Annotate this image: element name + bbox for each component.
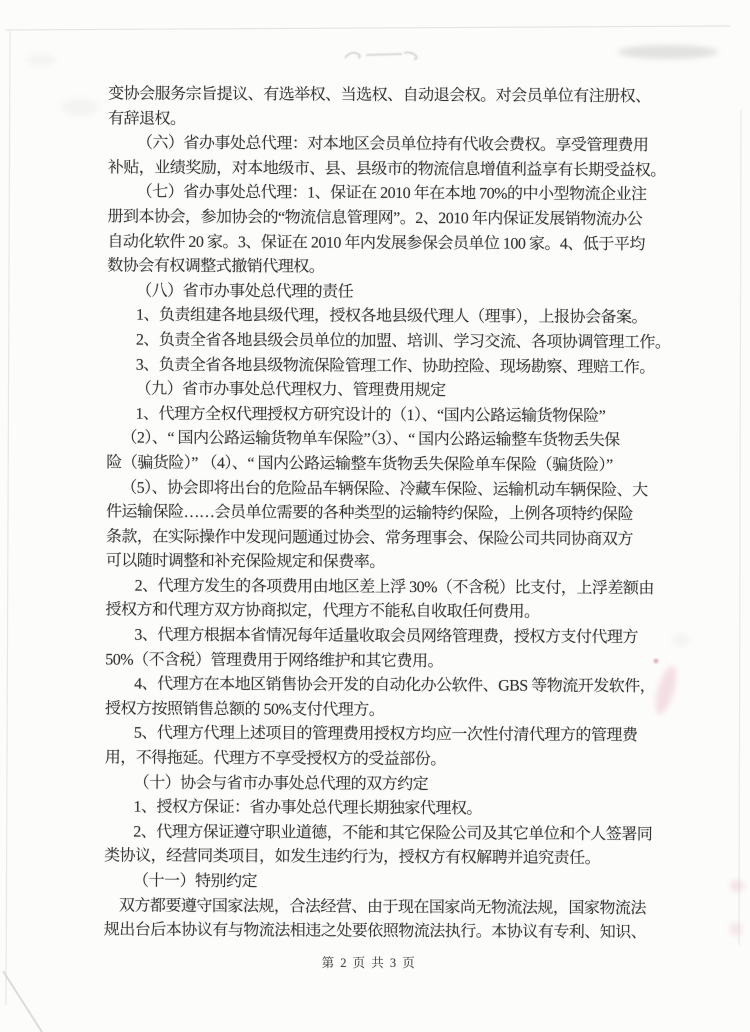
text-line: 授权方按照销售总额的 50%支付代理方。 (104, 700, 385, 719)
text-line: （六）省办事处总代理：对本地区会员单位持有代收会费权。享受管理费用 (136, 134, 649, 155)
text-line: 险（骗货险）” （4）、“ 国内公路运输整车货物丢失保险单车保险（骗货险）” (106, 454, 613, 474)
text-line: 用，不得拖延。代理方不享受授权方的受益部份。 (104, 749, 446, 769)
document-text-block (104, 82, 708, 946)
text-line: 3、负责全省各地县级物流保险管理工作、协助控险、现场勘察、理赔工作。 (135, 356, 655, 376)
text-line: 1、授权方保证：省办事处总代理长期独家代理权。 (133, 798, 483, 818)
text-line: （八）省市办事处总代理的责任 (136, 282, 354, 301)
text-line: （5）、协会即将出台的危险品车辆保险、冷藏车保险、运输机动车辆保险、大 (121, 479, 648, 499)
page-footer: 第 2 页 共 3 页 (321, 956, 417, 970)
text-line: 5、代理方代理上述项目的管理费用授权方均应一次性付清代理方的管理费 (133, 725, 638, 745)
pencil-scribble-mark (345, 52, 417, 59)
text-line: 类协议，经营同类项目，如发生违约行为，授权方有权解聘并追究责任。 (104, 847, 601, 868)
text-line: 1、负责组建各地县级代理，授权各地县级代理人（理事），上报协会备案。 (135, 306, 648, 327)
text-line: （七）省办事处总代理：1、保证在 2010 年在本地 70%的中小型物流企业注 (136, 183, 647, 204)
text-line: 变协会服务宗旨提议、有选举权、当选权、自动退会权。对会员单位有注册权、 (108, 85, 651, 106)
text-line: 规出台后本协议有与物流法相违之处要依照物流法执行。本协议有专利、知识、 (103, 921, 647, 942)
page-top-edge-line (5, 26, 730, 30)
pink-edge-mark-upper (730, 880, 744, 892)
text-line: 50%（不含税）管理费用于网络维护和其它费用。 (105, 651, 444, 670)
scanner-smear-mark (618, 45, 718, 59)
text-line: 3、代理方根据本省情况每年适量收取会员网络管理费，授权方支付代理方 (134, 626, 638, 647)
text-line: 自动化软件 20 家。3、保证在 2010 年内发展参保会员单位 100 家。4、低于平均 (107, 232, 645, 253)
paper-mottle (26, 54, 56, 66)
page-corner-crease (3, 971, 42, 1032)
text-line: 双方都要遵守国家法规，合法经营、由于现在国家尚无物流法规，国家物流法 (118, 897, 647, 917)
text-line: （十一）特别约定 (133, 872, 258, 891)
text-line: 授权方和代理方双方协商拟定，代理方不能私自收取任何费用。 (105, 601, 540, 622)
text-line: 1、代理方全权代理授权方研究设计的（1）、“国内公路运输货物保险” (135, 405, 606, 425)
pink-edge-mark-lower (730, 922, 742, 936)
text-line: 4、代理方在本地区销售协会开发的自动化办公软件、GBS 等物流开发软件， (134, 675, 656, 696)
text-line: 2、负责全省各地县级会员单位的加盟、培训、学习交流、各项协调管理工作。 (135, 331, 671, 352)
text-line: 2、代理方保证遵守职业道德，不能和其它保险公司及其它单位和个人签署同 (133, 823, 653, 844)
text-line: （2）、“ 国内公路运输货物单车保险”（3）、“ 国内公路运输整车货物丢失保 (121, 429, 620, 450)
text-line: 件运输保险……会员单位需要的各种类型的运输特约保险，上例各项特约保险 (105, 503, 634, 524)
text-line: 条款，在实际操作中发现问题通过协会、常务理事会、保险公司共同协商双方 (105, 528, 633, 548)
text-line: 补贴，业绩奖励，对本地级市、县、县级市的物流信息增值利益享有长期受益权。 (107, 159, 666, 180)
page-right-edge-line (739, 110, 741, 945)
text-line: （九）省市办事处总代理权力、管理费用规定 (135, 380, 446, 400)
text-line: （十）协会与省市办事处总代理的双方约定 (133, 774, 429, 793)
text-line: 可以随时调整和补充保险规定和保费率。 (105, 552, 385, 572)
page-left-edge-line (6, 31, 10, 1005)
text-line: 2、代理方发生的各项费用由地区差上浮 30%（不含税）比支付，上浮差额由 (134, 577, 655, 598)
paper-mottle (62, 98, 98, 116)
text-line: 册到本协会，参加协会的“物流信息管理网”。2、2010 年内保证发展销物流办公 (107, 208, 643, 229)
text-line: 有辞退权。 (108, 110, 186, 128)
text-line: 数协会有权调整式撤销代理权。 (107, 257, 325, 276)
